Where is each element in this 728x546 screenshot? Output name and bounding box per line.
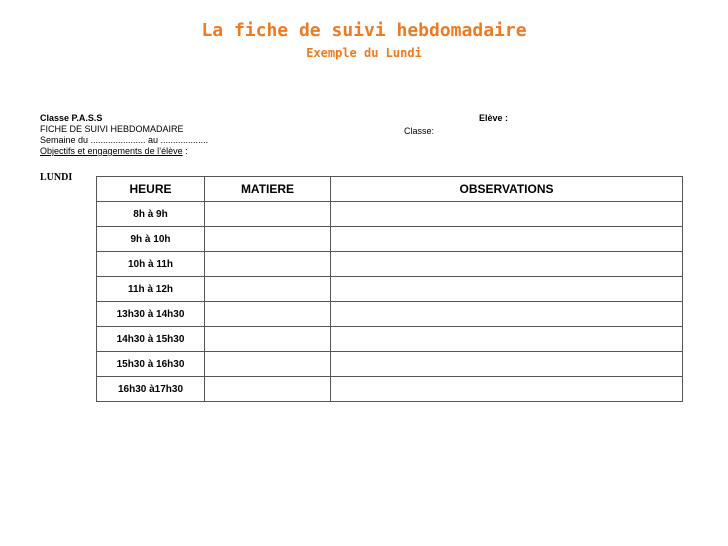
header-observations: OBSERVATIONS bbox=[331, 177, 683, 202]
eleve-label: Elève : bbox=[479, 113, 509, 123]
cell-matiere[interactable] bbox=[205, 202, 331, 227]
cell-observations[interactable] bbox=[331, 327, 683, 352]
cell-heure: 8h à 9h bbox=[97, 202, 205, 227]
objectifs-label: Objectifs et engagements de l’élève bbox=[40, 146, 183, 156]
cell-observations[interactable] bbox=[331, 202, 683, 227]
table-row bbox=[97, 252, 683, 277]
cell-observations[interactable] bbox=[331, 302, 683, 327]
cell-matiere[interactable] bbox=[205, 277, 331, 302]
fiche-label: FICHE DE SUIVI HEBDOMADAIRE bbox=[40, 124, 184, 134]
table-row bbox=[97, 227, 683, 252]
schedule-table bbox=[96, 176, 683, 402]
cell-heure: 14h30 à 15h30 bbox=[97, 327, 205, 352]
cell-heure: 11h à 12h bbox=[97, 277, 205, 302]
table-row bbox=[97, 352, 683, 377]
cell-matiere[interactable] bbox=[205, 327, 331, 352]
table-row bbox=[97, 277, 683, 302]
cell-observations[interactable] bbox=[331, 277, 683, 302]
page-title: La fiche de suivi hebdomadaire bbox=[201, 20, 527, 41]
cell-heure: 10h à 11h bbox=[97, 252, 205, 277]
classe-label: Classe: bbox=[404, 126, 435, 136]
cell-matiere[interactable] bbox=[205, 377, 331, 402]
objectifs-line bbox=[40, 146, 188, 157]
table-header-row bbox=[97, 177, 683, 202]
cell-heure: 9h à 10h bbox=[97, 227, 205, 252]
cell-observations[interactable] bbox=[331, 377, 683, 402]
page-subtitle: Exemple du Lundi bbox=[306, 46, 422, 60]
table-row bbox=[97, 377, 683, 402]
cell-matiere[interactable] bbox=[205, 227, 331, 252]
header-matiere: MATIERE bbox=[205, 177, 331, 202]
cell-heure: 13h30 à 14h30 bbox=[97, 302, 205, 327]
semaine-line: Semaine du ...................... au ................... bbox=[40, 135, 209, 145]
day-label: LUNDI bbox=[40, 172, 73, 183]
cell-heure: 15h30 à 16h30 bbox=[97, 352, 205, 377]
table-row bbox=[97, 202, 683, 227]
cell-matiere[interactable] bbox=[205, 252, 331, 277]
cell-observations[interactable] bbox=[331, 252, 683, 277]
classe-pass-label: Classe P.A.S.S bbox=[40, 113, 103, 123]
cell-matiere[interactable] bbox=[205, 302, 331, 327]
table-row bbox=[97, 302, 683, 327]
objectifs-colon: : bbox=[182, 146, 188, 156]
table-row bbox=[97, 327, 683, 352]
header-heure: HEURE bbox=[97, 177, 205, 202]
cell-observations[interactable] bbox=[331, 227, 683, 252]
cell-observations[interactable] bbox=[331, 352, 683, 377]
cell-matiere[interactable] bbox=[205, 352, 331, 377]
cell-heure: 16h30 à17h30 bbox=[97, 377, 205, 402]
